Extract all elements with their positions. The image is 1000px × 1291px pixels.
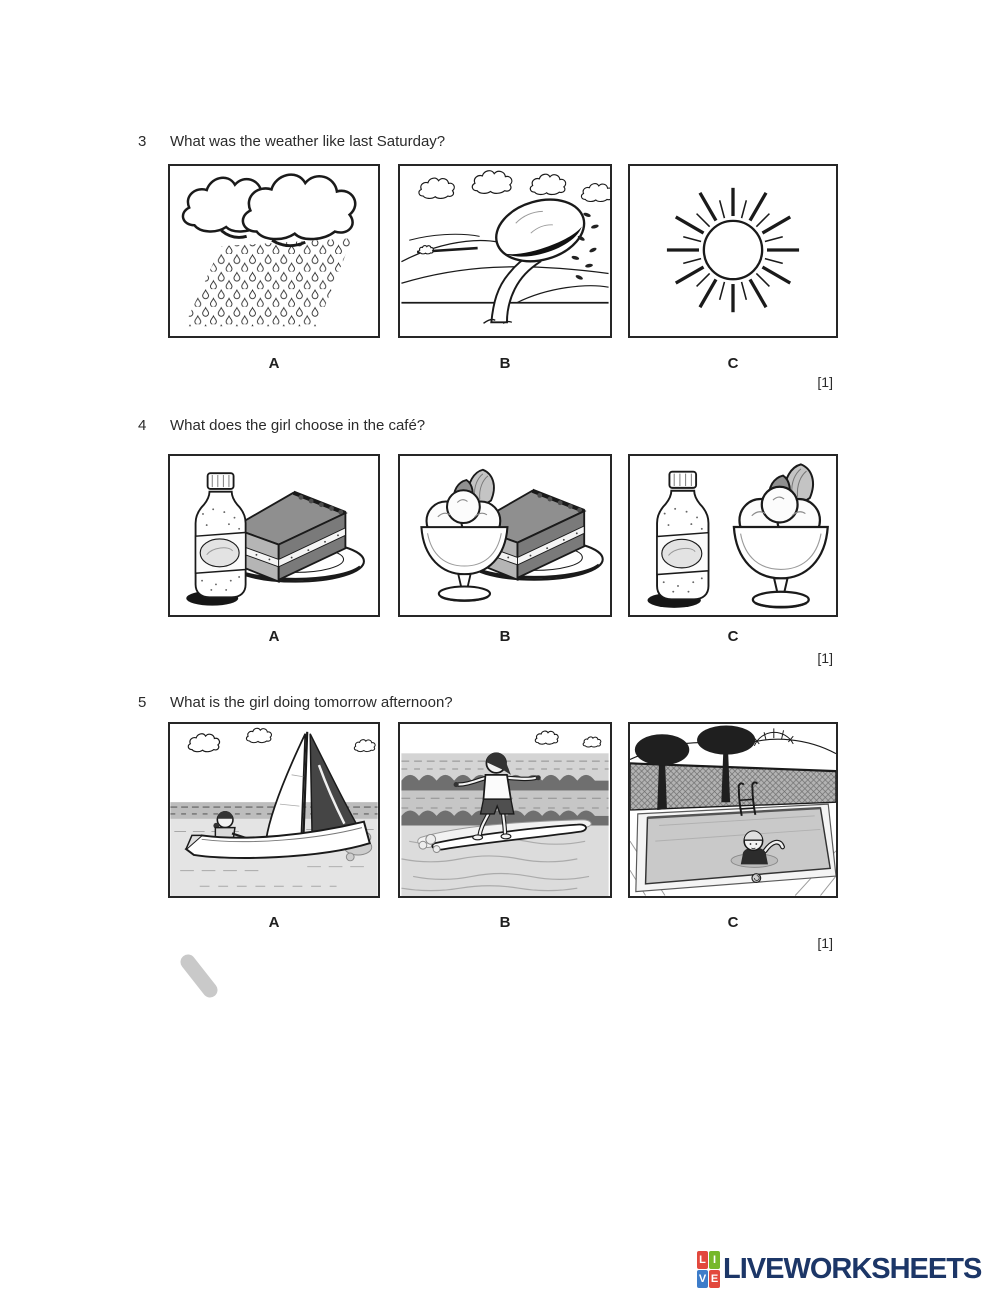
- tree-in-wind-illustration: [400, 166, 610, 336]
- q5-marks: [1]: [817, 935, 833, 951]
- question-5-number: 5: [138, 694, 147, 711]
- q3-option-c-image[interactable]: [628, 164, 838, 338]
- logo-block-i: I: [709, 1251, 720, 1269]
- q5-option-b-label: B: [499, 914, 511, 931]
- q5-option-c-image[interactable]: [628, 722, 838, 898]
- q5-option-b-image[interactable]: [398, 722, 612, 898]
- question-5-text: What is the girl doing tomorrow afternoon?: [170, 694, 453, 711]
- logo-block-l: L: [697, 1251, 708, 1269]
- sun-illustration: [630, 166, 836, 336]
- q3-option-c-label: C: [727, 355, 739, 372]
- bottle-and-sundae-illustration: [630, 456, 836, 615]
- q4-option-c-label: C: [727, 628, 739, 645]
- q3-option-b-image[interactable]: [398, 164, 612, 338]
- pen-stroke-mark: [180, 952, 224, 1009]
- logo-text: LIVEWORKSHEETS: [723, 1253, 982, 1285]
- q4-option-b-image[interactable]: [398, 454, 612, 617]
- girl-surfing-illustration: [400, 724, 610, 896]
- q4-option-b-label: B: [499, 628, 511, 645]
- q3-marks: [1]: [817, 374, 833, 390]
- girl-swimming-pool-illustration: [630, 724, 836, 896]
- q3-option-a-label: A: [268, 355, 280, 372]
- liveworksheets-logo[interactable]: [697, 1251, 981, 1288]
- logo-block-e: E: [709, 1270, 720, 1288]
- question-3-text: What was the weather like last Saturday?: [170, 133, 446, 150]
- q5-option-a-image[interactable]: [168, 722, 380, 898]
- logo-block-v: V: [697, 1270, 708, 1288]
- q4-marks: [1]: [817, 650, 833, 666]
- liveworksheets-logo-icon: [697, 1251, 720, 1288]
- q4-option-a-label: A: [268, 628, 280, 645]
- sundae-and-cake-illustration: [400, 456, 610, 615]
- q4-option-c-image[interactable]: [628, 454, 838, 617]
- question-5-header: [138, 694, 453, 711]
- q4-option-a-image[interactable]: [168, 454, 380, 617]
- bottle-and-cake-illustration: [170, 456, 378, 615]
- q5-option-a-label: A: [268, 914, 280, 931]
- question-3-header: [138, 133, 445, 150]
- question-4-header: [138, 417, 425, 434]
- q3-option-b-label: B: [499, 355, 511, 372]
- question-4-number: 4: [138, 417, 147, 434]
- question-3-number: 3: [138, 133, 147, 150]
- q5-option-c-label: C: [727, 914, 739, 931]
- girl-sailing-illustration: [170, 724, 378, 896]
- rain-clouds-illustration: [170, 166, 378, 336]
- q3-option-a-image[interactable]: [168, 164, 380, 338]
- question-4-text: What does the girl choose in the café?: [170, 417, 426, 434]
